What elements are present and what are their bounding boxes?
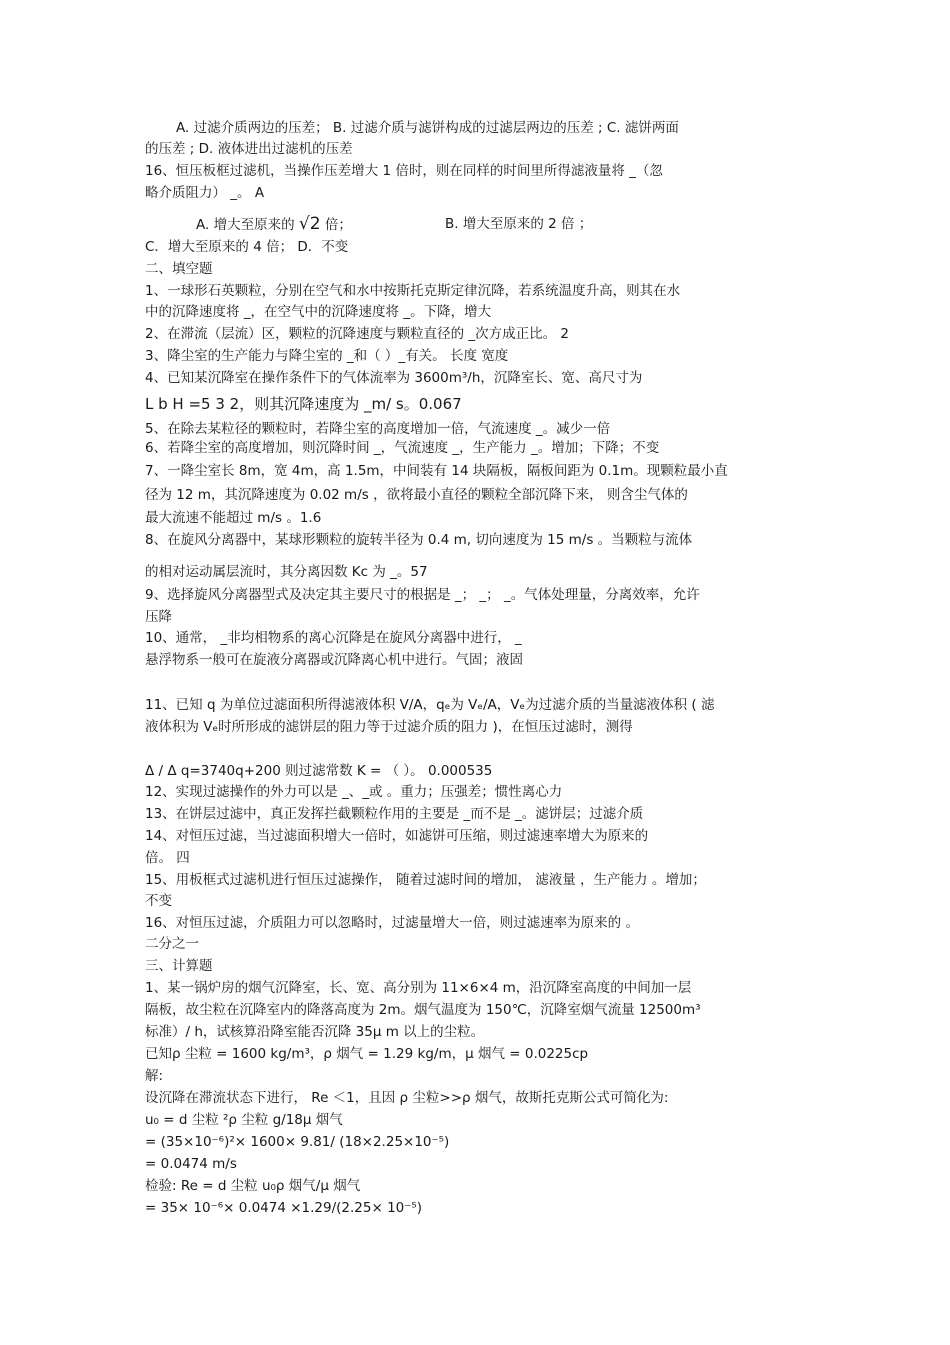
calc-line: = 35× 10⁻⁶× 0.0474 ×1.29/(2.25× 10⁻⁵)	[145, 1200, 423, 1216]
fill-line: 7、一降尘室长 8m，宽 4m，高 1.5m，中间装有 14 块隔板，隔板间距为 0.1m。现颗粒最小直	[145, 463, 728, 479]
calc-line: 解:	[145, 1068, 164, 1084]
calc-line: 标准）/ h，试核算沿降室能否沉降 35μ m 以上的尘粒。	[145, 1024, 485, 1040]
fill-line: 悬浮物系一般可在旋液分离器或沉降离心机中进行。气固；液固	[145, 652, 523, 668]
calc-line: u₀ = d 尘粒 ²ρ 尘粒 g/18μ 烟气	[145, 1112, 343, 1128]
q15-options-line1: A. 过滤介质两边的压差； B. 过滤介质与滤饼构成的过滤层两边的压差 ; C. 滤饼两面	[176, 120, 679, 136]
fill-line: 11、已知 q 为单位过滤面积所得滤液体积 V/A，qₑ为 Vₑ/A，Vₑ为过滤介质的当量滤液体积 ( 滤	[145, 697, 715, 713]
q16-option-a	[196, 214, 352, 235]
fill-line: 10、通常， _非均相物系的离心沉降是在旋风分离器中进行， _	[145, 630, 522, 646]
fill-line: 4、已知某沉降室在操作条件下的气体流率为 3600m³/h，沉降室长、宽、高尺寸为	[145, 370, 643, 386]
section2-title: 二、填空题	[145, 261, 213, 277]
calc-line: 设沉降在滞流状态下进行， Re ＜1，且因 ρ 尘粒>>ρ 烟气，故斯托克斯公式可简化为:	[145, 1090, 669, 1106]
fill-line: Δ / Δ q=3740q+200 则过滤常数 K = （ ）。 0.000535	[145, 763, 493, 779]
q15-options-line2: 的压差 ; D. 液体进出过滤机的压差	[145, 141, 353, 157]
fill-line: 6、若降尘室的高度增加，则沉降时间 _，气流速度 _，生产能力 _。增加；下降；不变	[145, 440, 660, 456]
fill-line: 9、选择旋风分离器型式及决定其主要尺寸的根据是 _； _； _。气体处理量，分离效率，允许	[145, 587, 700, 603]
q16-option-a-prefix: A. 增大至原来的	[196, 217, 295, 233]
calc-line: 隔板，故尘粒在沉降室内的降落高度为 2m。烟气温度为 150℃，沉降室烟气流量 12500m³	[145, 1002, 701, 1018]
q16-question-line1: 16、恒压板框过滤机，当操作压差增大 1 倍时，则在同样的时间里所得滤液量将 _（忽	[145, 163, 663, 179]
q16-option-cd: C．增大至原来的 4 倍； D．不变	[145, 239, 349, 255]
q16-option-a-suffix: 倍；	[324, 217, 352, 233]
fill-line: 3、降尘室的生产能力与降尘室的 _和（ ）_有关。 长度 宽度	[145, 348, 509, 364]
fill-line: 5、在除去某粒径的颗粒时，若降尘室的高度增加一倍，气流速度 _。减少一倍	[145, 421, 611, 437]
fill-line: 14、对恒压过滤，当过滤面积增大一倍时，如滤饼可压缩，则过滤速率增大为原来的	[145, 828, 649, 844]
calc-line: 1、某一锅炉房的烟气沉降室，长、宽、高分别为 11×6×4 m，沿沉降室高度的中间加一层	[145, 980, 692, 996]
calc-line: = 0.0474 m/s	[145, 1156, 237, 1172]
section3-title: 三、计算题	[145, 958, 213, 974]
fill-line: 液体积为 Vₑ时所形成的滤饼层的阻力等于过滤介质的阻力 )，在恒压过滤时，测得	[145, 719, 633, 735]
fill-line: 13、在饼层过滤中，真正发挥拦截颗粒作用的主要是 _而不是 _。滤饼层；过滤介质	[145, 806, 644, 822]
fill-line: 的相对运动属层流时，其分离因数 Kc 为 _。57	[145, 564, 428, 580]
calc-line: 已知ρ 尘粒 = 1600 kg/m³，ρ 烟气 = 1.29 kg/m，μ 烟气 = 0.0225cp	[145, 1046, 589, 1062]
calc-line: 检验: Re = d 尘粒 u₀ρ 烟气/μ 烟气	[145, 1178, 361, 1194]
calc-line: = (35×10⁻⁶)²× 1600× 9.81/ (18×2.25×10⁻⁵)	[145, 1134, 450, 1150]
fill-line: 1、一球形石英颗粒，分别在空气和水中按斯托克斯定律沉降，若系统温度升高，则其在水	[145, 283, 681, 299]
fill-line: 中的沉降速度将 _，在空气中的沉降速度将 _。下降，增大	[145, 304, 492, 320]
q16-question-line2: 略介质阻力） _。 A	[145, 185, 265, 201]
fill-line: 12、实现过滤操作的外力可以是 _、_或 。重力；压强差；惯性离心力	[145, 784, 563, 800]
fill-line: 压降	[145, 609, 172, 625]
fill-line: 最大流速不能超过 m/s 。1.6	[145, 510, 322, 526]
fill-line: 不变	[145, 893, 172, 909]
fill-line: 倍。 四	[145, 850, 190, 866]
fill-line: 16、对恒压过滤，介质阻力可以忽略时，过滤量增大一倍，则过滤速率为原来的 。	[145, 915, 639, 931]
fill-line: 二分之一	[145, 936, 199, 952]
q16-option-b: B. 增大至原来的 2 倍 ；	[445, 216, 593, 232]
fill-line: 2、在滞流（层流）区，颗粒的沉降速度与颗粒直径的 _次方成正比。 2	[145, 326, 570, 342]
sqrt2-value: √2	[298, 214, 321, 234]
fill-line: 15、用板框式过滤机进行恒压过滤操作， 随着过滤时间的增加， 滤液量 ，生产能力 。增加；	[145, 872, 706, 888]
fill-line: L b H =5 3 2，则其沉降速度为 _m/ s。0.067	[145, 395, 462, 413]
fill-line: 8、在旋风分离器中，某球形颗粒的旋转半径为 0.4 m, 切向速度为 15 m/s 。当颗粒与流体	[145, 532, 693, 548]
fill-line: 径为 12 m，其沉降速度为 0.02 m/s ，欲将最小直径的颗粒全部沉降下来， 则含尘气体的	[145, 487, 688, 503]
